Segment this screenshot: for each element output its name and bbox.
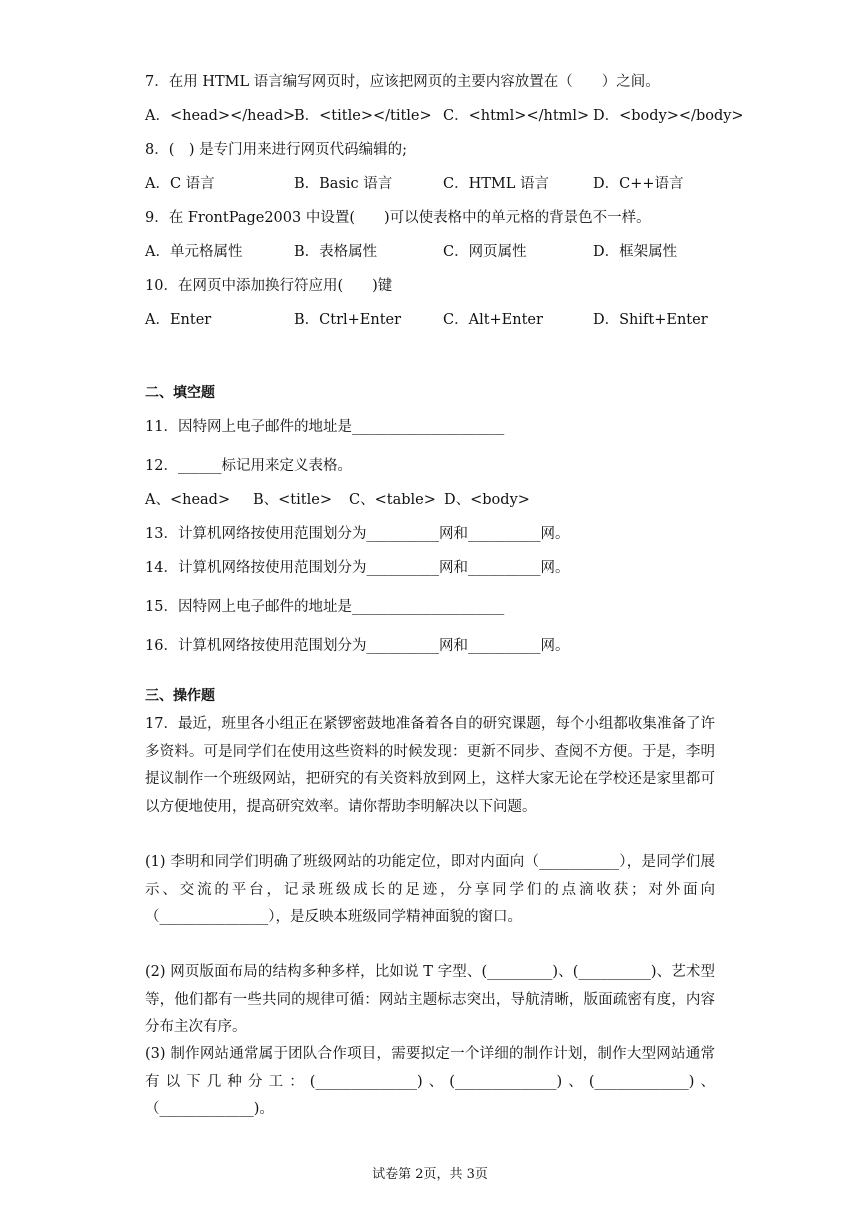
question-13: 13．计算机网络按使用范围划分为__________网和__________网。 (145, 526, 570, 542)
question-17-part-3: (3) 制作网站通常属于团队合作项目，需要拟定一个详细的制作计划，制作大型网站通常有以下几种分工：(______________)、(______________)、(_____________)、（_____________)。 (145, 1046, 715, 1117)
question-16: 16．计算机网络按使用范围划分为__________网和__________网。 (145, 638, 570, 654)
page-footer: 试卷第 2页，共 3页 (372, 1167, 488, 1182)
question-7-option-b: B．<title></title> (294, 108, 432, 124)
question-15: 15．因特网上电子邮件的地址是_____________________ (145, 599, 505, 615)
question-8-option-b: B．Basic 语言 (294, 176, 393, 192)
question-7-option-a: A．<head></head> (145, 108, 296, 124)
question-10-option-a: A．Enter (145, 312, 212, 328)
question-17-part-2: (2) 网页版面布局的结构多种多样，比如说 T 字型、(_________)、(__________)、艺术型等，他们都有一些共同的规律可循：网站主题标志突出，导航清晰，版面疏密有度，内容分布主次有序。 (145, 964, 715, 1035)
question-8-option-d: D．C++语言 (593, 176, 684, 192)
question-17-part-1: (1) 李明和同学们明确了班级网站的功能定位，即对内面向（___________），是同学们展示、交流的平台，记录班级成长的足迹，分享同学们的点滴收获；对外面向（_______________），是反映本班级同学精神面貌的窗口。 (145, 854, 715, 925)
question-12-option-d: D、<body> (444, 492, 530, 508)
question-12-option-b: B、<title> (253, 492, 332, 508)
question-11: 11．因特网上电子邮件的地址是_____________________ (145, 419, 505, 435)
question-9-option-d: D．框架属性 (593, 244, 678, 260)
question-10-option-c: C．Alt+Enter (443, 312, 543, 328)
question-8-option-c: C．HTML 语言 (443, 176, 549, 192)
question-9-option-c: C．网页属性 (443, 244, 527, 260)
question-14: 14．计算机网络按使用范围划分为__________网和__________网。 (145, 560, 570, 576)
question-10-option-b: B．Ctrl+Enter (294, 312, 402, 328)
question-9-stem: 9．在 FrontPage2003 中设置( )可以使表格中的单元格的背景色不一样。 (145, 210, 651, 226)
question-12-option-c: C、<table> (349, 492, 436, 508)
question-17-intro: 17．最近，班里各小组正在紧锣密鼓地准备着各自的研究课题，每个小组都收集准备了许多资料。可是同学们在使用这些资料的时候发现：更新不同步、查阅不方便。于是，李明提议制作一个班级网站，把研究的有关资料放到网上，这样大家无论在学校还是家里都可以方便地使用，提高研究效率。请你帮助李明解决以下问题。 (145, 716, 715, 815)
question-7-option-c: C．<html></html> (443, 108, 590, 124)
question-10-stem: 10．在网页中添加换行符应用( )键 (145, 278, 393, 294)
question-12: 12．______标记用来定义表格。 (145, 458, 352, 474)
question-7-option-d: D．<body></body> (593, 108, 744, 124)
question-12-option-a: A、<head> (145, 492, 231, 508)
question-7-stem: 7．在用 HTML 语言编写网页时，应该把网页的主要内容放置在（ ）之间。 (145, 74, 660, 90)
question-9-option-a: A．单元格属性 (145, 244, 243, 260)
question-8-option-a: A．C 语言 (145, 176, 215, 192)
question-8-stem: 8．( ) 是专门用来进行网页代码编辑的; (145, 142, 408, 158)
section-operation-title: 三、操作题 (145, 688, 215, 704)
section-fill-in-title: 二、填空题 (145, 385, 215, 401)
question-9-option-b: B．表格属性 (294, 244, 378, 260)
question-10-option-d: D．Shift+Enter (593, 312, 708, 328)
